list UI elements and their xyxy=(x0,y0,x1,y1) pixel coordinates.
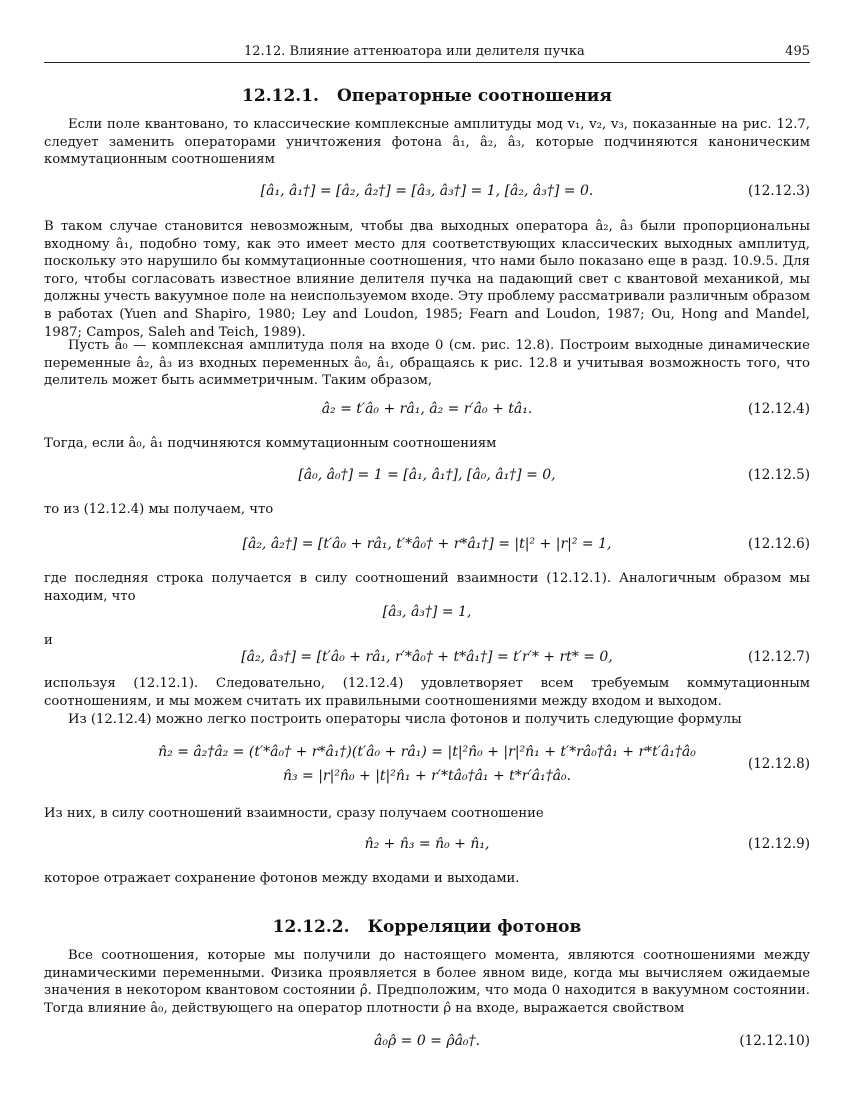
equation xyxy=(44,604,810,624)
paragraph: то из (12.12.4) мы получаем, что xyxy=(44,502,274,517)
equation xyxy=(44,401,810,421)
equation xyxy=(44,836,810,856)
equation-formula: â₀ρ̂ = 0 = ρ̂â₀†. xyxy=(374,1033,480,1049)
equation-number: (12.12.10) xyxy=(739,1033,810,1049)
equation xyxy=(44,536,810,556)
equation-formula: n̂₂ + n̂₃ = n̂₀ + n̂₁, xyxy=(364,836,490,852)
header-title: 12.12. Влияние аттенюатора или делителя пучка xyxy=(244,44,585,59)
paragraph: В таком случае становится невозможным, чтобы два выходных оператора â₂, â₃ были пропорциональны входному â₁, подобно тому, как это имеет место для соответствующих классических выходных амплитуд, поскольку это нарушило бы коммутационные соотношения, что нами было показано еще в разд. 10.9.5. Для того, чтобы согласовать известное влияние делителя пучка на падающий свет с квантовой механикой, мы должны учесть вакуумное поле на неиспользуемом входе. Эту проблему рассматривали различным образом в работах (Yuen and Shapiro, 1980; Ley and Loudon, 1985; Fearn and Loudon, 1987; Ou, Hong and Mandel, 1987; Campos, Saleh and Teich, 1989). xyxy=(44,219,810,340)
equation xyxy=(44,467,810,487)
paragraph: используя (12.12.1). Следовательно, (12.12.4) удовлетворяет всем требуемым коммутационным соотношениям, и мы можем считать их правильными соотношениями между входом и выходом. xyxy=(44,676,810,709)
equation-number: (12.12.3) xyxy=(747,183,810,199)
running-header xyxy=(44,42,810,63)
equation xyxy=(44,649,810,669)
equation-line: n̂₃ = |r|²n̂₀ + |t|²n̂₁ + r′*tâ₀†â₁ + t*r′â₁†â₀. xyxy=(282,768,572,784)
section-title: Операторные соотношения xyxy=(336,86,612,106)
section-number: 12.12.2. xyxy=(272,917,350,937)
equation-line: n̂₂ = â₂†â₂ = (t′*â₀† + r*â₁†)(t′â₀ + râ₁) = |t|²n̂₀ + |r|²n̂₁ + t′*râ₀†â₁ + r*t′â₁†â₀ xyxy=(158,744,696,760)
section-title: Корреляции фотонов xyxy=(367,917,582,937)
paragraph: Все соотношения, которые мы получили до настоящего момента, являются соотношениями между динамическими переменными. Физика проявляется в более явном виде, когда мы вычисляем ожидаемые значения в некотором квантовом состоянии ρ̂. Предположим, что мода 0 находится в вакуумном состоянии. Тогда влияние â₀, действующего на оператор плотности ρ̂ на входе, выражается свойством xyxy=(44,948,810,1016)
equation xyxy=(44,183,810,203)
page-number: 495 xyxy=(785,44,810,59)
paragraph: которое отражает сохранение фотонов между входами и выходами. xyxy=(44,871,520,886)
equation-formula: [â₃, â₃†] = 1, xyxy=(382,604,472,620)
paragraph: Если поле квантовано, то классические комплексные амплитуды мод v₁, v₂, v₃, показанные на рис. 12.7, следует заменить операторами уничтожения фотона â₁, â₂, â₃, которые подчиняются каноническим коммутационным соотношениям xyxy=(44,117,810,168)
equation-formula: [â₂, â₂†] = [t′â₀ + râ₁, t′*â₀† + r*â₁†] = |t|² + |r|² = 1, xyxy=(242,536,612,552)
paragraph: и xyxy=(44,633,53,648)
paragraph: где последняя строка получается в силу соотношений взаимности (12.12.1). Аналогичным образом мы находим, что xyxy=(44,571,810,604)
paragraph: Из (12.12.4) можно легко построить операторы числа фотонов и получить следующие формулы xyxy=(68,712,742,727)
equation-formula: [â₂, â₃†] = [t′â₀ + râ₁, r′*â₀† + t*â₁†] = t′r′* + rt* = 0, xyxy=(241,649,613,665)
equation-formula: â₂ = t′â₀ + râ₁, â₂ = r′â₀ + tâ₁. xyxy=(321,401,533,417)
equation-number: (12.12.4) xyxy=(747,401,810,417)
paragraph: Из них, в силу соотношений взаимности, сразу получаем соотношение xyxy=(44,806,544,821)
equation-block xyxy=(44,744,810,788)
paragraph: Тогда, если â₀, â₁ подчиняются коммутационным соотношениям xyxy=(44,436,497,451)
equation-number: (12.12.6) xyxy=(747,536,810,552)
equation-number: (12.12.8) xyxy=(747,756,810,772)
section-heading xyxy=(44,917,810,937)
section-number: 12.12.1. xyxy=(242,86,319,106)
equation-number: (12.12.9) xyxy=(747,836,810,852)
equation-formula: [â₁, â₁†] = [â₂, â₂†] = [â₃, â₃†] = 1, [â₂, â₃†] = 0. xyxy=(260,183,594,199)
section-heading xyxy=(44,86,810,106)
equation-number: (12.12.7) xyxy=(747,649,810,665)
equation-formula: [â₀, â₀†] = 1 = [â₁, â₁†], [â₀, â₁†] = 0, xyxy=(298,467,556,483)
paragraph: Пусть â₀ — комплексная амплитуда поля на входе 0 (см. рис. 12.8). Построим выходные динамические переменные â₂, â₃ из входных переменных â₀, â₁, обращаясь к рис. 12.8 и учитывая возможность того, что делитель может быть асимметричным. Таким образом, xyxy=(44,338,810,389)
equation xyxy=(44,1033,810,1053)
equation-number: (12.12.5) xyxy=(747,467,810,483)
